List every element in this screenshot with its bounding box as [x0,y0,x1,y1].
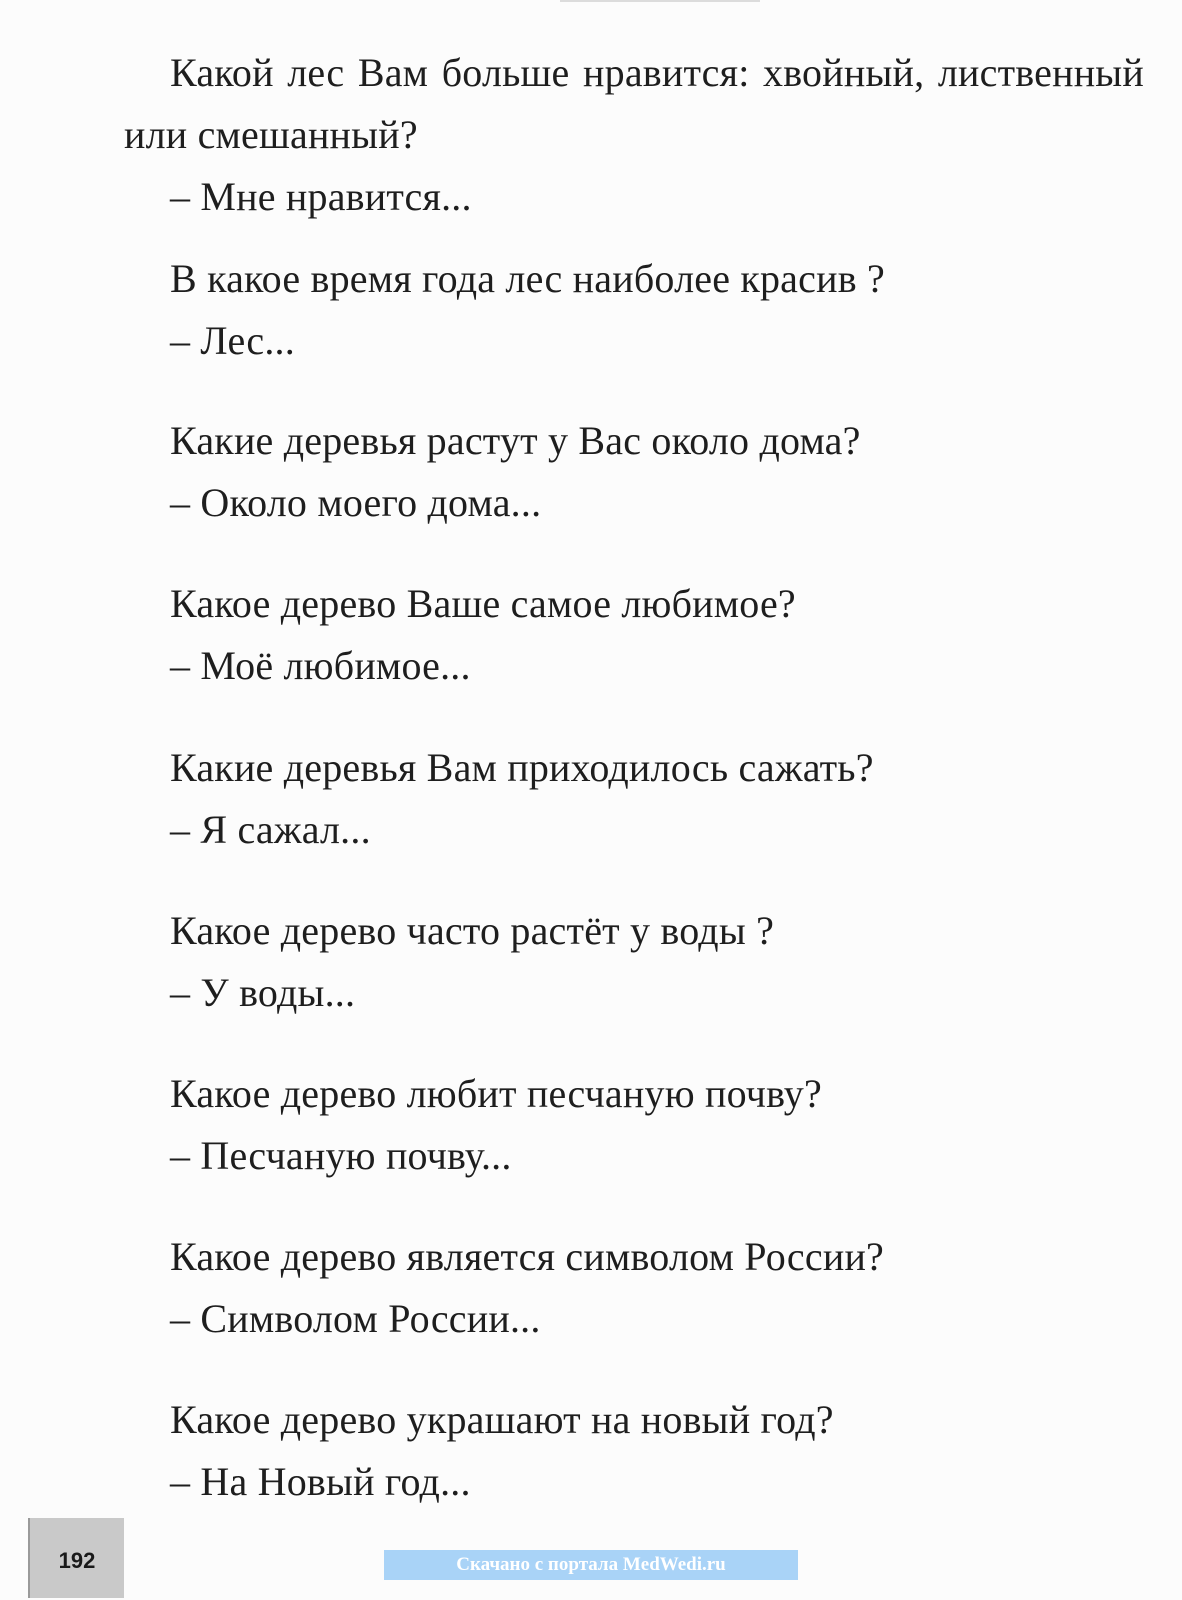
answer-text: – Около моего дома... [170,480,542,525]
qa-block-8 [124,1226,1144,1350]
qa-block-2 [124,248,1144,372]
answer-text: – Символом России... [170,1296,541,1341]
answer-text: – Песчаную почву... [170,1133,512,1178]
answer-text: – На Новый год... [170,1459,471,1504]
question-text: Какое дерево Ваше самое любимое? [170,581,796,626]
watermark-banner: Скачано с портала MedWedi.ru [384,1550,798,1580]
answer-text: – Мне нравится... [170,174,472,219]
question-text: Какое дерево является символом России? [170,1234,885,1279]
answer-text: – Лес... [170,318,295,363]
qa-block-4 [124,573,1144,697]
qa-block-5 [124,737,1144,861]
page-number: 192 [28,1518,124,1598]
answer-text: – Я сажал... [170,807,371,852]
qa-block-3 [124,410,1144,534]
question-text: Какое дерево любит песчаную почву? [170,1071,822,1116]
qa-block-9 [124,1389,1144,1513]
scan-artifact [560,0,760,2]
answer-text: – Моё любимое... [170,643,471,688]
qa-block-1 [124,42,1144,228]
question-text: Какие деревья Вам приходилось сажать? [170,745,874,790]
question-text: В какое время года лес наиболее красив ? [170,256,885,301]
question-text: Какой лес Вам больше нравится: хвойный, лиственный или смешанный? [124,50,1144,157]
question-text: Какое дерево часто растёт у воды ? [170,908,775,953]
qa-block-7 [124,1063,1144,1187]
answer-text: – У воды... [170,970,356,1015]
qa-block-6 [124,900,1144,1024]
question-text: Какое дерево украшают на новый год? [170,1397,834,1442]
question-text: Какие деревья растут у Вас около дома? [170,418,861,463]
